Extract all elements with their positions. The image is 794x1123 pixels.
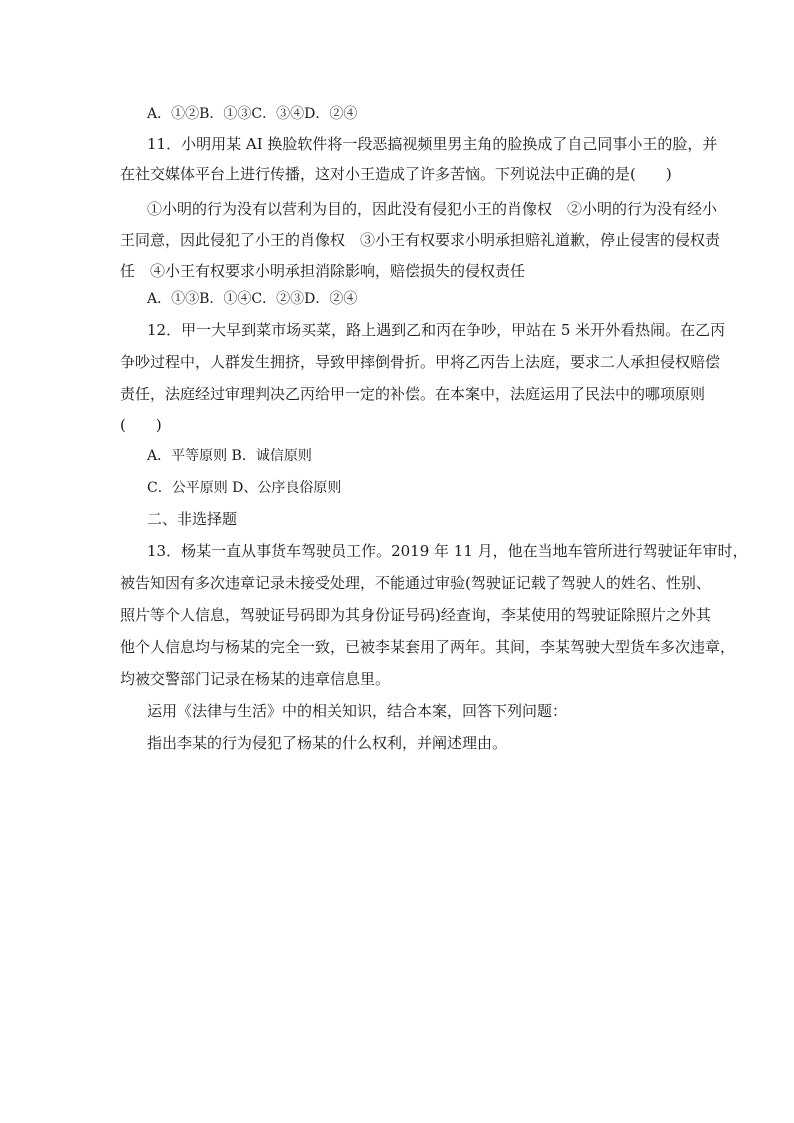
q12-options-line-1: A．平等原则 B．诚信原则 — [147, 448, 312, 464]
q13-instruction: 运用《法律与生活》中的相关知识，结合本案，回答下列问题： — [147, 702, 568, 720]
section-heading: 二、非选择题 — [147, 510, 238, 528]
q10-options: A．①②B．①③C．③④D．②④ — [147, 106, 358, 122]
q13-question: 指出李某的行为侵犯了杨某的什么权利，并阐述理由。 — [147, 734, 508, 752]
q12-stem-line-1: 12．甲一大早到菜市场买菜，路上遇到乙和丙在争吵，甲站在 5 米开外看热闹。在乙丙 — [147, 321, 726, 339]
q13-stem-line-1: 13．杨某一直从事货车驾驶员工作。2019 年 11 月，他在当地车管所进行驾驶证年审时， — [147, 542, 748, 560]
q11-stem-line-1: 11．小明用某 AI 换脸软件将一段恶搞视频里男主角的脸换成了自己同事小王的脸，并 — [147, 135, 718, 153]
q13-stem-line-4: 他个人信息均与杨某的完全一致，已被李某套用了两年。其间，李某驾驶大型货车多次违章， — [120, 638, 736, 656]
q11-statements-line-2: 王同意，因此侵犯了小王的肖像权 ③小王有权要求小明承担赔礼道歉，停止侵害的侵权责 — [120, 231, 721, 249]
q12-options-line-2: C．公平原则 D、公序良俗原则 — [147, 480, 342, 496]
q11-statements-line-3: 任 ④小王有权要求小明承担消除影响，赔偿损失的侵权责任 — [120, 262, 526, 280]
q13-stem-line-3: 照片等个人信息，驾驶证号码即为其身份证号码)经查询，李某使用的驾驶证除照片之外其 — [120, 606, 711, 624]
q13-stem-line-5: 均被交警部门记录在杨某的违章信息里。 — [120, 670, 391, 688]
q11-statements-line-1: ①小明的行为没有以营利为目的，因此没有侵犯小王的肖像权 ②小明的行为没有经小 — [147, 200, 718, 218]
q12-stem-line-2: 争吵过程中，人群发生拥挤，导致甲摔倒骨折。甲将乙丙告上法庭，要求二人承担侵权赔偿 — [120, 353, 721, 371]
q12-stem-line-3: 责任，法庭经过审理判决乙丙给甲一定的补偿。在本案中，法庭运用了民法中的哪项原则 — [120, 385, 706, 403]
q12-answer-bracket: ( ) — [120, 416, 162, 434]
q11-options: A．①③B．①④C．②③D．②④ — [147, 291, 358, 307]
q11-stem-line-2: 在社交媒体平台上进行传播，这对小王造成了许多苦恼。下列说法中正确的是( ) — [120, 165, 672, 183]
q13-stem-line-2: 被告知因有多次违章记录未接受处理，不能通过审验(驾驶证记载了驾驶人的姓名、性别、 — [120, 574, 711, 592]
